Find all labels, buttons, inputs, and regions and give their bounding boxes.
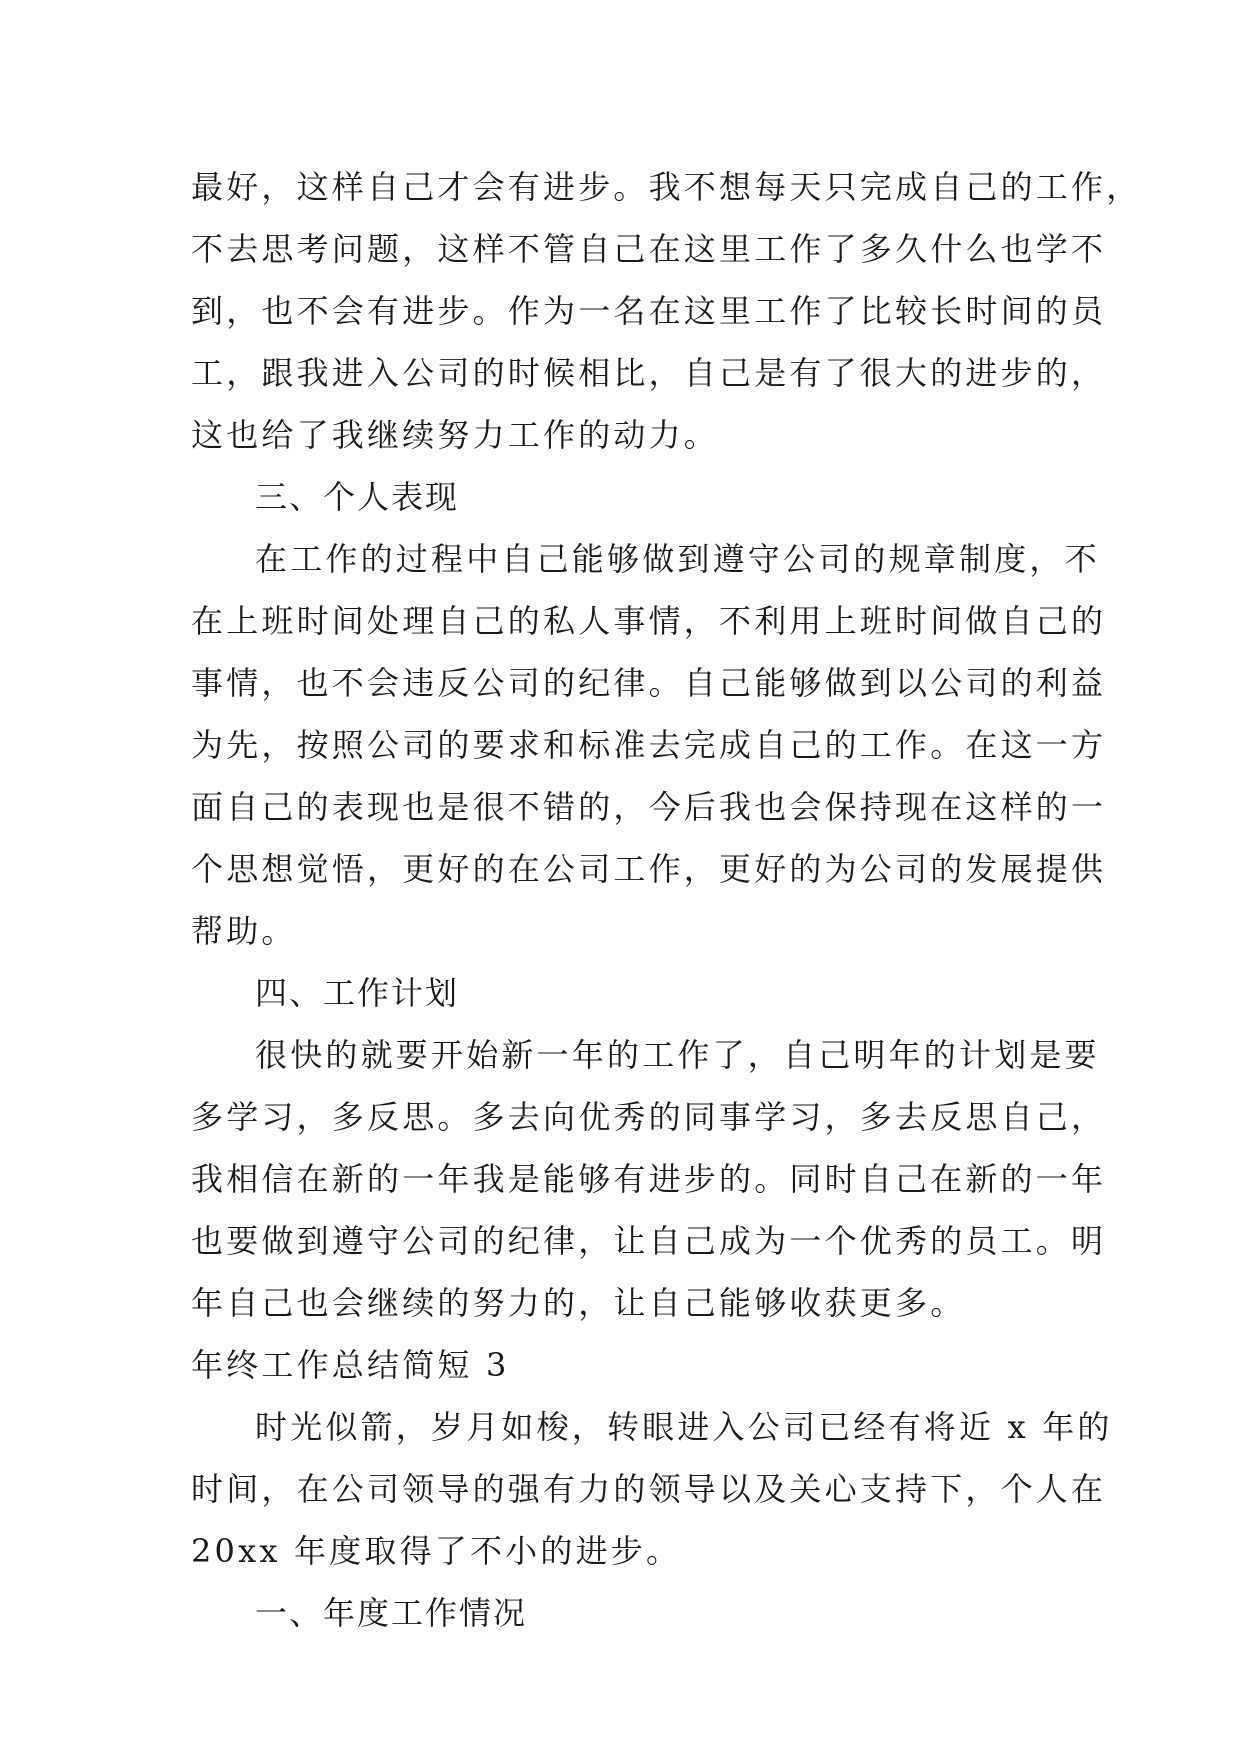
paragraph-line: 也要做到遵守公司的纪律，让自己成为一个优秀的员工。明 <box>191 1222 1107 1260</box>
paragraph-line: 这也给了我继续努力工作的动力。 <box>191 416 720 454</box>
paragraph-line: 不去思考问题，这样不管自己在这里工作了多久什么也学不 <box>191 230 1107 268</box>
paragraph-line: 在上班时间处理自己的私人事情，不利用上班时间做自己的 <box>191 602 1107 640</box>
paragraph-line: 多学习，多反思。多去向优秀的同事学习，多去反思自己， <box>191 1098 1107 1136</box>
document-subtitle: 年终工作总结简短 3 <box>191 1346 510 1384</box>
paragraph-line: 工，跟我进入公司的时候相比，自己是有了很大的进步的， <box>191 354 1107 392</box>
paragraph-line: 个思想觉悟，更好的在公司工作，更好的为公司的发展提供 <box>191 850 1107 888</box>
paragraph-line: 20xx 年度取得了不小的进步。 <box>191 1532 682 1570</box>
paragraph-line: 时光似箭，岁月如梭，转眼进入公司已经有将近 x 年的 <box>255 1408 1113 1446</box>
paragraph-line: 到，也不会有进步。作为一名在这里工作了比较长时间的员 <box>191 292 1107 330</box>
paragraph-line: 事情，也不会违反公司的纪律。自己能够做到以公司的利益 <box>191 664 1107 702</box>
section-heading: 三、个人表现 <box>255 478 460 516</box>
section-heading: 四、工作计划 <box>255 974 460 1012</box>
paragraph-line: 最好，这样自己才会有进步。我不想每天只完成自己的工作， <box>191 168 1142 206</box>
section-heading: 一、年度工作情况 <box>255 1594 528 1632</box>
paragraph-line: 时间，在公司领导的强有力的领导以及关心支持下，个人在 <box>191 1470 1107 1508</box>
document-page <box>191 156 1142 1644</box>
paragraph-line: 年自己也会继续的努力的，让自己能够收获更多。 <box>191 1284 966 1322</box>
paragraph-line: 帮助。 <box>191 912 297 950</box>
paragraph-line: 在工作的过程中自己能够做到遵守公司的规章制度，不 <box>255 540 1100 578</box>
paragraph-line: 面自己的表现也是很不错的，今后我也会保持现在这样的一 <box>191 788 1107 826</box>
paragraph-line: 为先，按照公司的要求和标准去完成自己的工作。在这一方 <box>191 726 1107 764</box>
paragraph-line: 我相信在新的一年我是能够有进步的。同时自己在新的一年 <box>191 1160 1107 1198</box>
paragraph-line: 很快的就要开始新一年的工作了，自己明年的计划是要 <box>255 1036 1100 1074</box>
